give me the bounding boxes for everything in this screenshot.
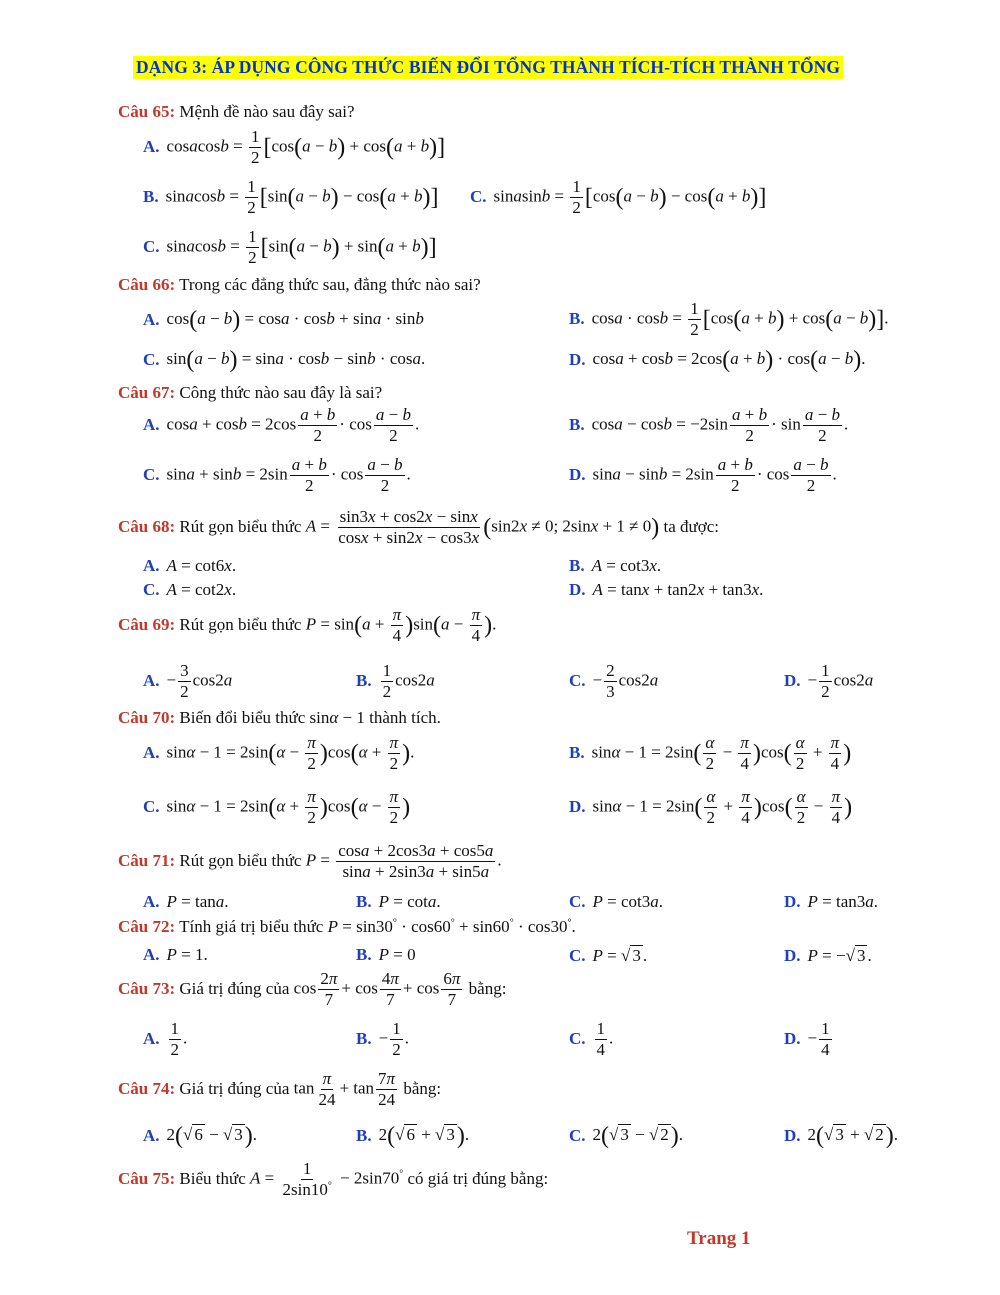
option-74-d <box>784 1124 898 1148</box>
formula: tan $\frac{\pi}{24}$ + tan $\frac{7\pi}{24}$ <box>293 1069 396 1109</box>
question-number: Câu 70: <box>118 708 176 727</box>
question-69 <box>118 606 496 645</box>
formula: cos $\frac{2\pi}{7}$ + cos $\frac{4\pi}{7}$ + cos $\frac{6\pi}{7}$ <box>293 969 461 1009</box>
option-label: B. <box>356 1126 372 1146</box>
question-number: Câu 75: <box>118 1169 176 1189</box>
formula: $\frac{1}{2}$ cos2a <box>382 661 435 701</box>
formula: − $\frac{1}{2}$ . <box>378 1019 409 1059</box>
formula: sinasinb = $\frac{1}{2}$ [cos(a − b) − cos(a + b)] <box>493 177 767 217</box>
formula: 2(√ 3 − √ 2). <box>592 1123 684 1150</box>
option-70-b <box>569 734 851 773</box>
option-label: D. <box>569 797 586 817</box>
option-label: A. <box>143 1029 160 1049</box>
option-69-b <box>356 662 435 701</box>
question-75 <box>118 1160 548 1199</box>
option-label: B. <box>569 309 585 329</box>
option-label: A. <box>143 415 160 435</box>
question-number: Câu 69: <box>118 615 176 635</box>
option-label: B. <box>356 892 372 911</box>
formula: P = sin30° · cos60° + sin60° · cos30°. <box>327 917 576 936</box>
question-text: Rút gọn biểu thức <box>179 615 302 635</box>
option-label: C. <box>143 465 160 485</box>
option-71-c <box>569 892 663 912</box>
section-title: DẠNG 3: ÁP DỤNG CÔNG THỨC BIẾN ĐỔI TỔNG THÀNH TÍCH-TÍCH THÀNH TỔNG <box>133 56 843 79</box>
option-label: A. <box>143 945 160 964</box>
question-suffix: ta được: <box>663 517 719 537</box>
option-71-a <box>143 892 229 912</box>
question-number: Câu 67: <box>118 383 176 402</box>
option-74-a <box>143 1124 257 1148</box>
formula: sina + sinb = 2sin $\frac{a + b}{2}$ · cos $\frac{a - b}{2}$ . <box>166 455 411 495</box>
formula: − $\frac{1}{4}$ <box>807 1019 830 1059</box>
option-label: C. <box>143 797 160 817</box>
question-text: Mệnh đề nào sau đây sai? <box>179 102 355 121</box>
formula: P = tan3a. <box>807 892 879 911</box>
formula: P = −√ 3 . <box>807 946 872 965</box>
formula: cosacosb = $\frac{1}{2}$ [cos(a − b) + cos(a + b)] <box>166 127 446 167</box>
option-label: D. <box>784 1126 801 1146</box>
question-suffix: thành tích. <box>369 708 441 727</box>
option-label: A. <box>143 556 160 575</box>
question-number: Câu 65: <box>118 102 176 121</box>
option-65-a <box>143 128 445 167</box>
option-label: C. <box>470 187 487 207</box>
question-74 <box>118 1070 441 1109</box>
option-66-c <box>143 348 425 372</box>
option-label: C. <box>569 945 586 965</box>
formula: cosa · cosb = $\frac{1}{2}$ [cos(a + b) + cos(a − b)]. <box>591 299 889 339</box>
formula: sinacosb = $\frac{1}{2}$ [sin(a − b) − cos(a + b)] <box>165 177 439 217</box>
option-66-a <box>143 308 424 332</box>
option-label: C. <box>569 892 586 911</box>
option-69-c <box>569 662 658 701</box>
option-67-d <box>569 456 837 495</box>
option-67-a <box>143 406 419 445</box>
option-label: A. <box>143 137 160 157</box>
formula: P = √ 3 . <box>592 946 648 965</box>
formula: 2(√ 3 + √ 2). <box>807 1123 899 1150</box>
question-71 <box>118 842 502 881</box>
option-71-b <box>356 892 441 912</box>
option-66-b <box>569 300 889 339</box>
question-suffix: bằng: <box>468 979 507 999</box>
formula: P = 0 <box>378 945 416 964</box>
question-number: Câu 71: <box>118 851 176 871</box>
formula: $\frac{1}{2}$ . <box>170 1019 188 1059</box>
question-67 <box>118 383 382 403</box>
option-71-d <box>784 892 878 912</box>
question-text: Rút gọn biểu thức <box>179 517 302 537</box>
option-label: D. <box>784 1029 801 1049</box>
option-68-b <box>569 556 661 576</box>
formula: cosa + cosb = 2cos $\frac{a + b}{2}$ · cos $\frac{a - b}{2}$ . <box>166 405 420 445</box>
option-label: C. <box>569 671 586 691</box>
question-number: Câu 74: <box>118 1079 176 1099</box>
formula: sina − sinb = 2sin $\frac{a + b}{2}$ · cos $\frac{a - b}{2}$ . <box>592 455 837 495</box>
formula: − $\frac{3}{2}$ cos2a <box>166 661 233 701</box>
formula: 2(√ 6 + √ 3). <box>378 1123 470 1150</box>
option-70-d <box>569 788 852 827</box>
question-suffix: có giá trị đúng bằng: <box>407 1169 549 1189</box>
option-label: B. <box>356 945 372 964</box>
formula: sinα − 1 <box>309 708 365 727</box>
question-73 <box>118 970 506 1009</box>
option-label: A. <box>143 671 160 691</box>
option-label: A. <box>143 310 160 329</box>
option-70-a <box>143 734 414 773</box>
formula: A = $\frac{\sin 3x + \cos 2x - \sin x}{\cos x + \sin 2x - \cos 3x}$ (sin2x ≠ 0; 2sinx + 1 ≠ 0) <box>305 507 660 547</box>
question-text: Tính giá trị biểu thức <box>179 917 324 936</box>
formula: P = sin(a + $\frac{\pi}{4}$ )sin(a − $\frac{\pi}{4}$ ). <box>305 605 497 645</box>
option-label: D. <box>569 580 586 599</box>
question-text: Biến đổi biểu thức <box>179 708 306 727</box>
formula: A = cot2x. <box>166 580 237 599</box>
question-72 <box>118 917 576 937</box>
option-73-c <box>569 1020 613 1059</box>
question-text: Trong các đẳng thức sau, đẳng thức nào sai? <box>179 275 481 294</box>
formula: P = $\frac{\cos a + 2\cos 3a + \cos 5a}{\sin a + 2\sin 3a + \sin 5a}$ . <box>305 841 502 881</box>
formula: P = cot3a. <box>592 892 664 911</box>
option-69-d <box>784 662 873 701</box>
option-label: B. <box>356 1029 372 1049</box>
option-label: C. <box>143 350 160 369</box>
option-label: A. <box>143 892 160 911</box>
formula: 2(√ 6 − √ 3). <box>166 1123 258 1150</box>
option-label: D. <box>569 350 586 369</box>
option-72-c <box>569 945 647 966</box>
formula: P = cota. <box>378 892 441 911</box>
option-label: A. <box>143 1126 160 1146</box>
option-67-c <box>143 456 411 495</box>
option-label: A. <box>143 743 160 763</box>
formula: A = cot3x. <box>591 556 662 575</box>
option-label: C. <box>143 580 160 599</box>
option-65-c2 <box>143 228 437 267</box>
page-number: Trang 1 <box>687 1228 751 1249</box>
question-number: Câu 73: <box>118 979 176 999</box>
question-68 <box>118 508 719 547</box>
option-label: C. <box>569 1029 586 1049</box>
option-label: B. <box>356 671 372 691</box>
formula: cosa − cosb = −2sin $\frac{a + b}{2}$ · sin $\frac{a - b}{2}$ . <box>591 405 849 445</box>
question-70 <box>118 708 441 728</box>
option-69-a <box>143 662 232 701</box>
section-title-wrap <box>133 56 843 79</box>
option-67-b <box>569 406 848 445</box>
option-label: B. <box>143 187 159 207</box>
formula: A = tanx + tan2x + tan3x. <box>592 580 764 599</box>
option-70-c <box>143 788 410 827</box>
formula: $\frac{1}{4}$ . <box>596 1019 614 1059</box>
option-66-d <box>569 348 865 372</box>
option-68-d <box>569 580 763 600</box>
formula: A = $\frac{1}{2\sin 10^\circ}$ − 2sin70° <box>250 1159 404 1199</box>
option-label: B. <box>569 415 585 435</box>
option-73-d <box>784 1020 834 1059</box>
question-text: Biểu thức <box>179 1169 246 1189</box>
option-label: C. <box>143 237 160 257</box>
option-74-b <box>356 1124 469 1148</box>
question-66 <box>118 275 481 295</box>
option-label: D. <box>784 892 801 911</box>
option-72-d <box>784 945 872 966</box>
option-label: B. <box>569 743 585 763</box>
formula: sinα − 1 = 2sin( $\frac{\alpha}{2}$ − $\frac{\pi}{4}$ )cos( $\frac{\alpha}{2}$ + $\frac{\pi}{4}$ ) <box>591 733 852 773</box>
option-label: D. <box>784 671 801 691</box>
question-text: Công thức nào sau đây là sai? <box>179 383 383 402</box>
formula: sinα − 1 = 2sin(α − $\frac{\pi}{2}$ )cos(α + $\frac{\pi}{2}$ ). <box>166 733 415 773</box>
option-65-b <box>143 178 438 217</box>
formula: cos(a − b) = cosa · cosb + sina · sinb <box>166 307 424 333</box>
formula: − $\frac{2}{3}$ cos2a <box>592 661 659 701</box>
formula: sinα − 1 = 2sin( $\frac{\alpha}{2}$ + $\frac{\pi}{4}$ )cos( $\frac{\alpha}{2}$ − $\frac{\pi}{4}$ ) <box>592 787 853 827</box>
option-label: D. <box>569 465 586 485</box>
question-text: Giá trị đúng của <box>179 1079 290 1099</box>
option-65-c1 <box>470 178 766 217</box>
formula: sin(a − b) = sina · cosb − sinb · cosa. <box>166 347 426 373</box>
question-number: Câu 72: <box>118 917 176 936</box>
option-74-c <box>569 1124 683 1148</box>
option-68-a <box>143 556 236 576</box>
formula: − $\frac{1}{2}$ cos2a <box>807 661 874 701</box>
question-suffix: bằng: <box>403 1079 442 1099</box>
formula: sinacosb = $\frac{1}{2}$ [sin(a − b) + sin(a + b)] <box>166 227 437 267</box>
formula: P = 1. <box>166 945 208 964</box>
option-label: B. <box>569 556 585 575</box>
option-73-b <box>356 1020 409 1059</box>
formula: sinα − 1 = 2sin(α + $\frac{\pi}{2}$ )cos(α − $\frac{\pi}{2}$ ) <box>166 787 411 827</box>
option-72-a <box>143 945 208 965</box>
option-73-a <box>143 1020 187 1059</box>
option-label: C. <box>569 1126 586 1146</box>
option-72-b <box>356 945 416 965</box>
question-number: Câu 66: <box>118 275 176 294</box>
formula: P = tana. <box>166 892 229 911</box>
question-text: Giá trị đúng của <box>179 979 290 999</box>
question-text: Rút gọn biểu thức <box>179 851 302 871</box>
question-number: Câu 68: <box>118 517 176 537</box>
question-65 <box>118 102 355 122</box>
option-68-c <box>143 580 236 600</box>
option-label: D. <box>784 945 801 965</box>
formula: cosa + cosb = 2cos(a + b) · cos(a − b). <box>592 347 866 373</box>
formula: A = cot6x. <box>166 556 237 575</box>
